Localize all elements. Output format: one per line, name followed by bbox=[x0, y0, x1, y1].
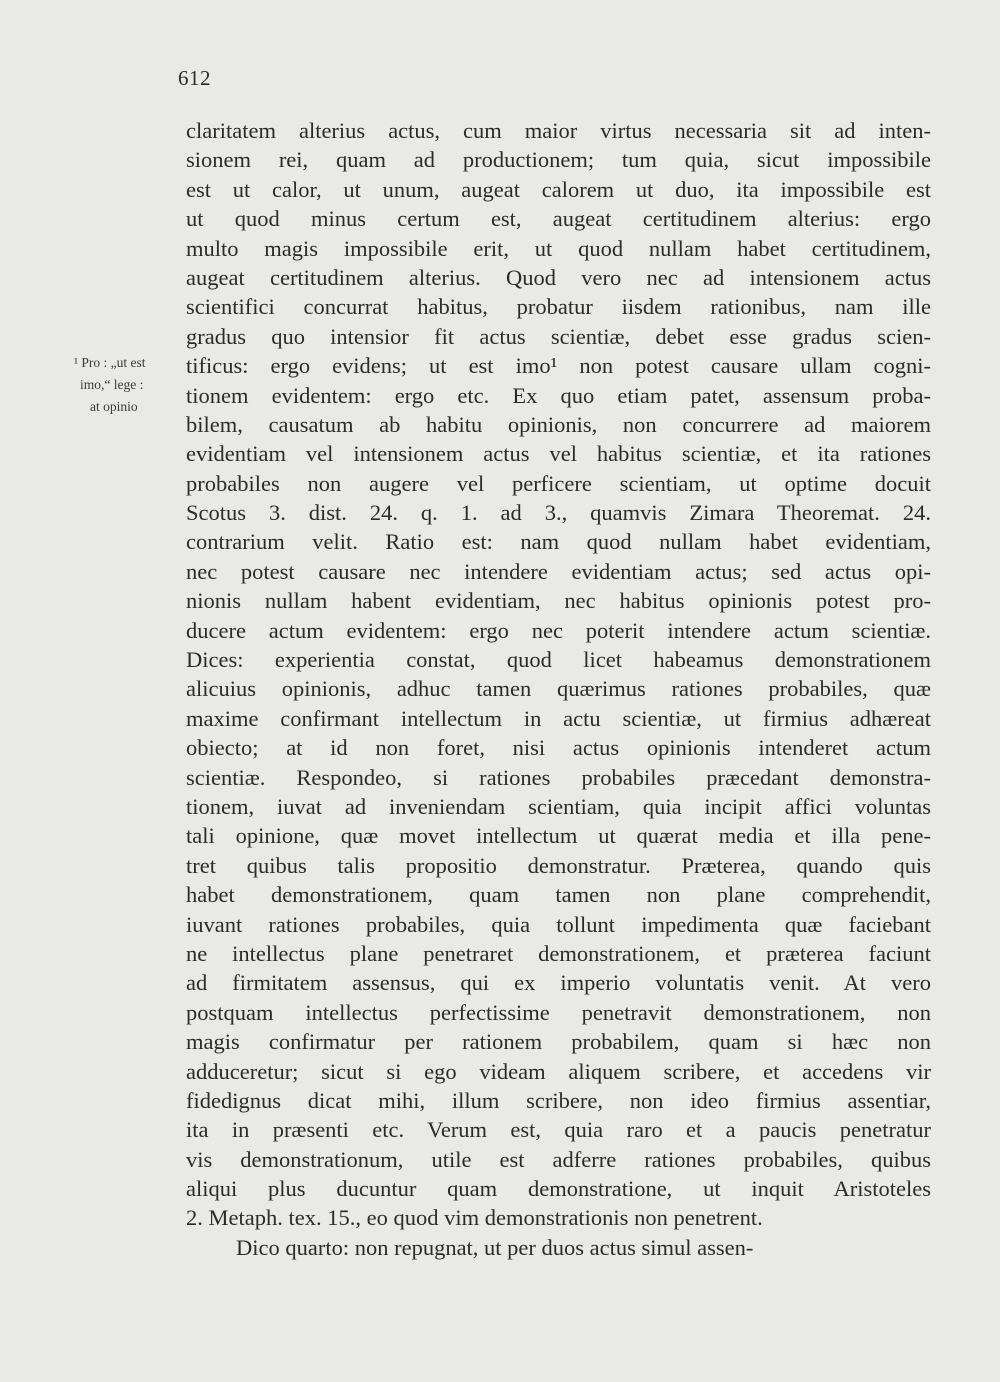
text-line: tret quibus talis propositio demonstratur. Præterea, quando quis bbox=[186, 852, 931, 878]
text-line: aliqui plus ducuntur quam demonstratione, ut inquit Aristoteles bbox=[186, 1176, 931, 1202]
text-line: alicuius opinionis, adhuc tamen quærimus rationes probabiles, quæ bbox=[186, 676, 931, 702]
text-line: claritatem alterius actus, cum maior virtus necessaria sit ad inten- bbox=[186, 118, 931, 143]
text-line: ad firmitatem assensus, qui ex imperio voluntatis venit. At vero bbox=[186, 970, 931, 996]
text-line: ne intellectus plane penetraret demonstrationem, et præterea faciunt bbox=[186, 940, 931, 966]
footnote-margin-note bbox=[58, 352, 188, 418]
body-text bbox=[186, 116, 931, 1262]
text-line: tali opinione, quæ movet intellectum ut quærat media et illa pene- bbox=[186, 823, 931, 849]
text-line: 2. Metaph. tex. 15., eo quod vim demonstrationis non penetrent. bbox=[186, 1205, 763, 1231]
text-line: ita in præsenti etc. Verum est, quia raro et a paucis penetratur bbox=[186, 1117, 931, 1143]
text-line: Dices: experientia constat, quod licet habeamus demonstrationem bbox=[186, 647, 931, 673]
text-line: Dico quarto: non repugnat, ut per duos actus simul assen- bbox=[236, 1234, 754, 1260]
text-line: tionem, iuvat ad inveniendam scientiam, quia incipit affici voluntas bbox=[186, 793, 931, 819]
text-line: postquam intellectus perfectissime penetravit demonstrationem, non bbox=[186, 999, 931, 1025]
text-line: probabiles non augere vel perficere scientiam, ut optime docuit bbox=[186, 470, 931, 496]
text-line: scientifici concurrat habitus, probatur iisdem rationibus, nam ille bbox=[186, 294, 931, 320]
text-line: bilem, causatum ab habitu opinionis, non concurrere ad maiorem bbox=[186, 411, 931, 437]
text-line: multo magis impossibile erit, ut quod nullam habet certitudinem, bbox=[186, 235, 931, 261]
text-line: est ut calor, ut unum, augeat calorem ut duo, ita impossibile est bbox=[186, 176, 931, 202]
text-line: ducere actum evidentem: ergo nec poterit intendere actum scientiæ. bbox=[186, 617, 931, 643]
page-number: 612 bbox=[178, 66, 211, 90]
text-line: iuvant rationes probabiles, quia tollunt impedimenta quæ faciebant bbox=[186, 911, 931, 937]
text-line: tificus: ergo evidens; ut est imo¹ non potest causare ullam cogni- bbox=[186, 353, 931, 379]
text-line: contrarium velit. Ratio est: nam quod nullam habet evidentiam, bbox=[186, 529, 931, 555]
text-line: Scotus 3. dist. 24. q. 1. ad 3., quamvis Zimara Theoremat. 24. bbox=[186, 500, 931, 526]
text-line: adduceretur; sicut si ego videam aliquem scribere, et accedens vir bbox=[186, 1058, 931, 1084]
text-line: scientiæ. Respondeo, si rationes probabiles præcedant demonstra- bbox=[186, 764, 931, 790]
text-line: augeat certitudinem alterius. Quod vero nec ad intensionem actus bbox=[186, 264, 931, 290]
text-line: nionis nullam habent evidentiam, nec habitus opinionis potest pro- bbox=[186, 588, 931, 614]
text-line: evidentiam vel intensionem actus vel habitus scientiæ, et ita rationes bbox=[186, 441, 931, 467]
text-line: fidedignus dicat mihi, illum scribere, non ideo firmius assentiar, bbox=[186, 1087, 931, 1113]
footnote-line: at opinio bbox=[90, 399, 138, 414]
text-line: sionem rei, quam ad productionem; tum quia, sicut impossibile bbox=[186, 147, 931, 173]
text-line: obiecto; at id non foret, nisi actus opinionis intenderet actum bbox=[186, 735, 931, 761]
text-line: nec potest causare nec intendere evidentiam actus; sed actus opi- bbox=[186, 558, 931, 584]
footnote-line: ¹ Pro : „ut est bbox=[74, 355, 146, 370]
text-line: magis confirmatur per rationem probabilem, quam si hæc non bbox=[186, 1029, 931, 1055]
text-line: tionem evidentem: ergo etc. Ex quo etiam patet, assensum proba- bbox=[186, 382, 931, 408]
text-line: vis demonstrationum, utile est adferre rationes probabiles, quibus bbox=[186, 1146, 931, 1172]
text-line: gradus quo intensior fit actus scientiæ, debet esse gradus scien- bbox=[186, 323, 931, 349]
text-line: habet demonstrationem, quam tamen non plane comprehendit, bbox=[186, 882, 931, 908]
text-line: maxime confirmant intellectum in actu scientiæ, ut firmius adhæreat bbox=[186, 705, 931, 731]
footnote-line: imo,“ lege : bbox=[80, 377, 144, 392]
text-line: ut quod minus certum est, augeat certitudinem alterius: ergo bbox=[186, 206, 931, 232]
